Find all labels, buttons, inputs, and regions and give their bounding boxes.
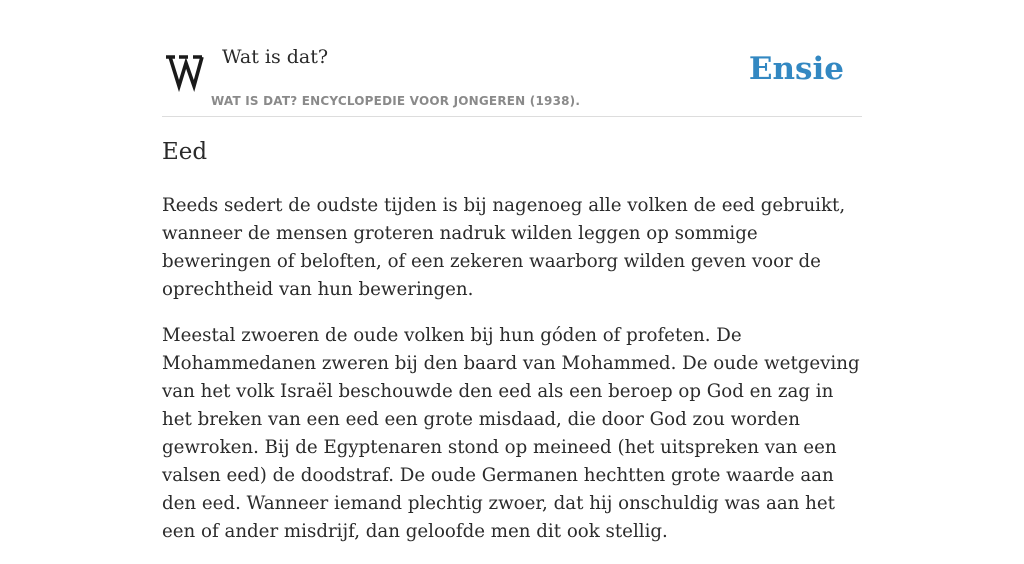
source-subtitle: WAT IS DAT? ENCYCLOPEDIE VOOR JONGEREN (1938). (211, 94, 581, 108)
article-title: Eed (162, 139, 208, 165)
article-paragraph: Meestal zwoeren de oude volken bij hun góden of profeten. De Mohammedanen zweren bij den baard van Mohammed. De oude wetgeving van het volk Israël beschouwde den eed als een beroep op God en zag in het breken van een eed een grote misdaad, die door God zou worden gewroken. Bij de Egyptenaren stond op meineed (het uitspreken van een valsen eed) de doodstraf. De oude Germanen hechtten grote waarde aan den eed. Wanneer iemand plechtig zwoer, dat hij onschuldig was aan het een of ander misdrijf, dan geloofde men dit ook stellig. (162, 325, 860, 542)
site-title[interactable]: Wat is dat? (222, 46, 329, 68)
page (162, 0, 862, 542)
site-header (162, 0, 862, 117)
ensie-brand-link[interactable]: Ensie (748, 51, 844, 87)
article-body (162, 192, 862, 564)
article-paragraph: Reeds sedert de oudste tijden is bij nagenoeg alle volken de eed gebruikt, wanneer de mensen groteren nadruk wilden leggen op sommige beweringen of beloften, of een zekeren waarborg wilden geven voor de oprechtheid van hun beweringen. (162, 195, 846, 300)
w-logo-icon[interactable] (164, 50, 208, 92)
